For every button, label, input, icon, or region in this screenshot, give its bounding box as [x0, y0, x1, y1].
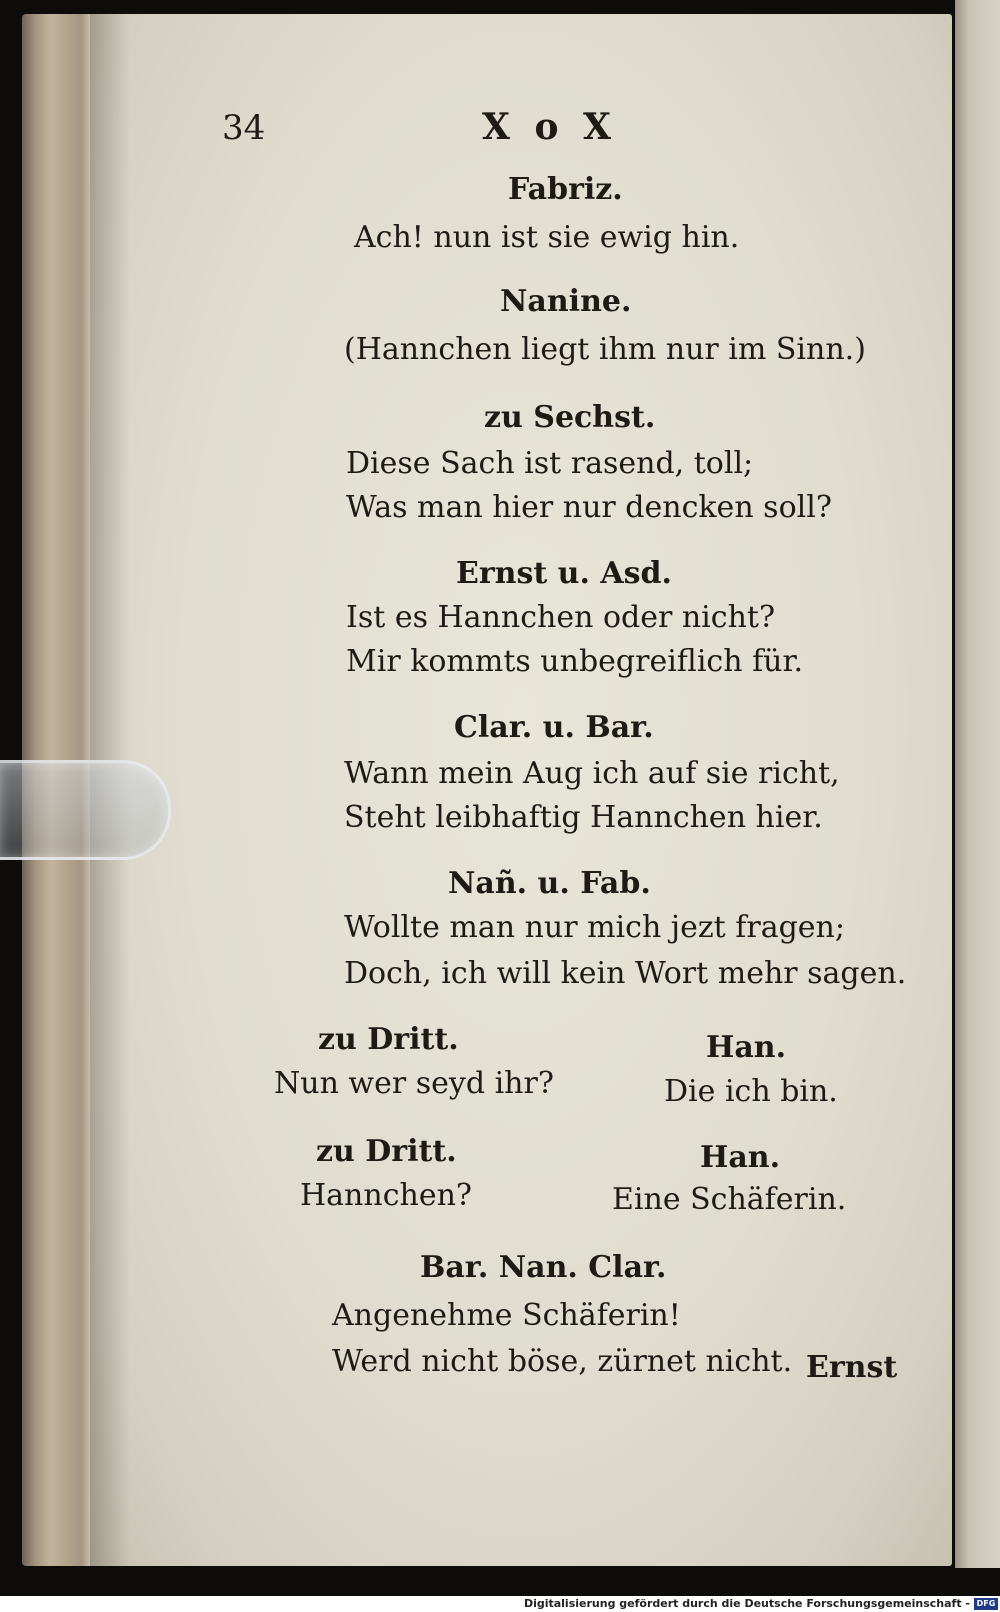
verse-line: Ach! nun ist sie ewig hin. [354, 220, 740, 255]
speaker-label: Fabriz. [508, 172, 623, 207]
speaker-label: zu Dritt. [316, 1134, 457, 1169]
verse-line: Werd nicht böse, zürnet nicht. [332, 1344, 793, 1379]
verse-line: Nun wer seyd ihr? [274, 1066, 554, 1101]
footer-bar [0, 1596, 1000, 1612]
verse-line: Eine Schäferin. [612, 1182, 847, 1217]
verse-line: Mir kommts unbegreiflich für. [346, 644, 804, 679]
verse-line: Diese Sach ist rasend, toll; [346, 446, 754, 481]
verse-line: Die ich bin. [664, 1074, 838, 1109]
verse-line: Angenehme Schäferin! [332, 1298, 681, 1333]
speaker-label: Bar. Nan. Clar. [420, 1250, 667, 1285]
dfg-logo: DFG [974, 1598, 998, 1610]
verse-line: Wollte man nur mich jezt fragen; [344, 910, 845, 945]
verse-line: Doch, ich will kein Wort mehr sagen. [344, 956, 907, 991]
speaker-label: Nañ. u. Fab. [448, 866, 651, 901]
speaker-label: Ernst u. Asd. [456, 556, 672, 591]
speaker-label: zu Dritt. [318, 1022, 459, 1057]
catchword: Ernst [806, 1350, 898, 1385]
speaker-label: Nanine. [500, 284, 632, 319]
speaker-label: Han. [700, 1140, 781, 1175]
page-number: 34 [222, 108, 266, 148]
verse-line: Steht leibhaftig Hannchen hier. [344, 800, 823, 835]
speaker-label: zu Sechst. [484, 400, 656, 435]
facing-page-edge [955, 0, 1000, 1568]
verse-line: Wann mein Aug ich auf sie richt, [344, 756, 840, 791]
header-ornament: X o X [482, 106, 617, 148]
speaker-label: Clar. u. Bar. [454, 710, 654, 745]
page-clip [0, 760, 171, 860]
verse-line: Was man hier nur dencken soll? [346, 490, 832, 525]
footer-credit: Digitalisierung gefördert durch die Deutsche Forschungsgemeinschaft - [523, 1597, 970, 1610]
speaker-label: Han. [706, 1030, 787, 1065]
verse-line: Hannchen? [300, 1178, 472, 1213]
verse-line: Ist es Hannchen oder nicht? [346, 600, 776, 635]
verse-line: (Hannchen liegt ihm nur im Sinn.) [344, 332, 866, 367]
